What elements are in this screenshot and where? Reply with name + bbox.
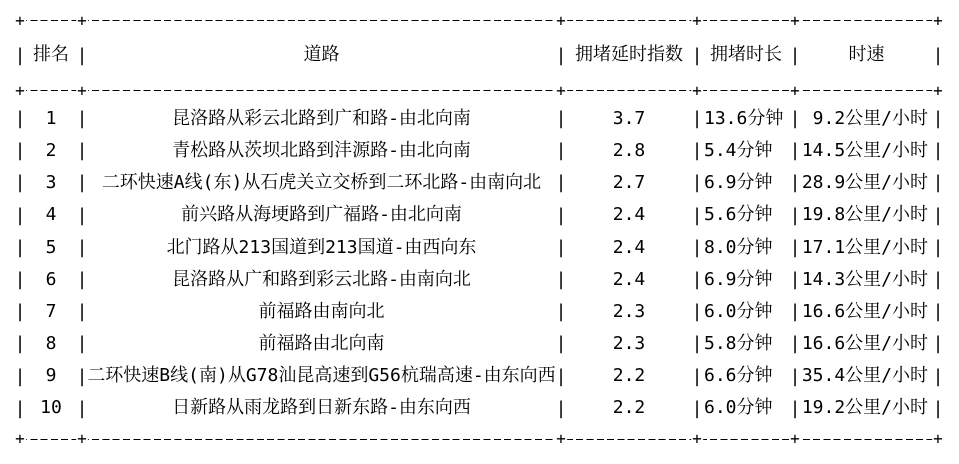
column-separator: | bbox=[789, 269, 801, 291]
header-road: 道路 bbox=[303, 44, 340, 66]
column-separator: | bbox=[555, 204, 567, 226]
delay-index-cell: 2.7 bbox=[612, 172, 646, 194]
duration-cell: 8.0分钟 bbox=[704, 236, 773, 258]
column-separator: | bbox=[76, 269, 88, 291]
column-separator: | bbox=[789, 44, 801, 66]
road-cell: 青松路从茨坝北路到沣源路-由北向南 bbox=[172, 139, 471, 161]
column-separator: | bbox=[76, 236, 88, 258]
header-speed: 时速 bbox=[848, 44, 885, 66]
rank-cell: 1 bbox=[45, 107, 57, 129]
speed-cell: 19.8公里/小时 bbox=[801, 204, 928, 226]
column-separator: | bbox=[691, 140, 703, 162]
column-separator: | bbox=[691, 397, 703, 419]
delay-index-cell: 2.2 bbox=[612, 397, 646, 419]
speed-cell: 35.4公里/小时 bbox=[801, 365, 928, 387]
column-separator: | bbox=[932, 333, 944, 355]
column-separator: | bbox=[76, 365, 88, 387]
border-intersection: + bbox=[933, 10, 943, 30]
road-cell: 昆洛路从广和路到彩云北路-由南向北 bbox=[172, 268, 471, 290]
column-separator: | bbox=[691, 44, 703, 66]
border-intersection: + bbox=[15, 10, 25, 30]
table-header-separator bbox=[15, 80, 943, 100]
delay-index-cell: 2.3 bbox=[612, 333, 646, 355]
header-delay-index: 拥堵延时指数 bbox=[575, 44, 683, 66]
table-row bbox=[14, 135, 944, 167]
speed-cell: 14.5公里/小时 bbox=[801, 139, 928, 161]
duration-cell: 6.9分钟 bbox=[704, 172, 773, 194]
column-separator: | bbox=[932, 44, 944, 66]
rank-cell: 2 bbox=[45, 139, 57, 161]
column-separator: | bbox=[789, 204, 801, 226]
rank-cell: 10 bbox=[40, 397, 62, 419]
column-separator: | bbox=[555, 333, 567, 355]
column-separator: | bbox=[932, 301, 944, 323]
delay-index-cell: 2.3 bbox=[612, 300, 646, 322]
rank-cell: 6 bbox=[45, 268, 57, 290]
column-separator: | bbox=[76, 108, 88, 130]
column-separator: | bbox=[76, 172, 88, 194]
speed-cell: 16.6公里/小时 bbox=[801, 300, 928, 322]
rank-cell: 4 bbox=[45, 204, 57, 226]
rank-cell: 7 bbox=[45, 300, 57, 322]
column-separator: | bbox=[76, 140, 88, 162]
duration-cell: 5.8分钟 bbox=[704, 333, 773, 355]
table-bottom-border bbox=[15, 429, 943, 449]
column-separator: | bbox=[14, 397, 26, 419]
column-separator: | bbox=[932, 365, 944, 387]
table-header-row bbox=[14, 21, 944, 90]
border-intersection: + bbox=[15, 429, 25, 449]
column-separator: | bbox=[932, 172, 944, 194]
column-separator: | bbox=[691, 301, 703, 323]
column-separator: | bbox=[555, 108, 567, 130]
road-cell: 二环快速A线(东)从石虎关立交桥到二环北路-由南向北 bbox=[101, 172, 542, 194]
column-separator: | bbox=[76, 44, 88, 66]
column-separator: | bbox=[691, 236, 703, 258]
column-separator: | bbox=[555, 172, 567, 194]
duration-cell: 6.9分钟 bbox=[704, 268, 773, 290]
column-separator: | bbox=[76, 333, 88, 355]
table-row bbox=[14, 393, 944, 425]
road-cell: 前福路由南向北 bbox=[258, 300, 385, 322]
column-separator: | bbox=[76, 301, 88, 323]
table-row bbox=[14, 200, 944, 232]
table-body bbox=[14, 91, 944, 439]
table-row bbox=[14, 103, 944, 135]
road-cell: 前兴路从海埂路到广福路-由北向南 bbox=[181, 204, 462, 226]
road-cell: 昆洛路从彩云北路到广和路-由北向南 bbox=[172, 107, 471, 129]
speed-cell: 28.9公里/小时 bbox=[801, 172, 928, 194]
column-separator: | bbox=[789, 397, 801, 419]
column-separator: | bbox=[14, 140, 26, 162]
border-intersection: + bbox=[790, 80, 800, 100]
table-row bbox=[14, 296, 944, 328]
column-separator: | bbox=[789, 333, 801, 355]
header-duration: 拥堵时长 bbox=[710, 44, 782, 66]
column-separator: | bbox=[76, 397, 88, 419]
table-row bbox=[14, 264, 944, 296]
delay-index-cell: 2.4 bbox=[612, 204, 646, 226]
road-cell: 前福路由北向南 bbox=[258, 333, 385, 355]
column-separator: | bbox=[789, 108, 801, 130]
road-cell: 二环快速B线(南)从G78汕昆高速到G56杭瑞高速-由东向西 bbox=[87, 365, 556, 387]
table-row bbox=[14, 361, 944, 393]
border-intersection: + bbox=[77, 80, 87, 100]
column-separator: | bbox=[14, 236, 26, 258]
column-separator: | bbox=[932, 236, 944, 258]
column-separator: | bbox=[789, 172, 801, 194]
column-separator: | bbox=[789, 365, 801, 387]
table-row bbox=[14, 232, 944, 264]
column-separator: | bbox=[691, 204, 703, 226]
border-intersection: + bbox=[692, 80, 702, 100]
delay-index-cell: 2.4 bbox=[612, 268, 646, 290]
column-separator: | bbox=[789, 236, 801, 258]
column-separator: | bbox=[691, 365, 703, 387]
delay-index-cell: 2.8 bbox=[612, 139, 646, 161]
column-separator: | bbox=[789, 301, 801, 323]
delay-index-cell: 2.2 bbox=[612, 365, 646, 387]
column-separator: | bbox=[76, 204, 88, 226]
duration-cell: 6.0分钟 bbox=[704, 397, 773, 419]
border-intersection: + bbox=[556, 10, 566, 30]
column-separator: | bbox=[555, 301, 567, 323]
speed-cell: 14.3公里/小时 bbox=[801, 268, 928, 290]
column-separator: | bbox=[14, 44, 26, 66]
duration-cell: 6.6分钟 bbox=[704, 365, 773, 387]
border-intersection: + bbox=[77, 10, 87, 30]
column-separator: | bbox=[789, 140, 801, 162]
road-cell: 北门路从213国道到213国道-由西向东 bbox=[166, 236, 477, 258]
column-separator: | bbox=[14, 172, 26, 194]
column-separator: | bbox=[932, 397, 944, 419]
column-separator: | bbox=[14, 204, 26, 226]
border-intersection: + bbox=[692, 10, 702, 30]
speed-cell: 16.6公里/小时 bbox=[801, 333, 928, 355]
column-separator: | bbox=[555, 44, 567, 66]
table-row bbox=[14, 328, 944, 360]
traffic-congestion-table bbox=[14, 10, 944, 449]
border-intersection: + bbox=[790, 429, 800, 449]
column-separator: | bbox=[555, 140, 567, 162]
border-intersection: + bbox=[790, 10, 800, 30]
column-separator: | bbox=[14, 269, 26, 291]
rank-cell: 8 bbox=[45, 333, 57, 355]
column-separator: | bbox=[932, 269, 944, 291]
speed-cell: 9.2公里/小时 bbox=[812, 107, 928, 129]
rank-cell: 5 bbox=[45, 236, 57, 258]
column-separator: | bbox=[691, 333, 703, 355]
border-intersection: + bbox=[556, 80, 566, 100]
delay-index-cell: 3.7 bbox=[612, 107, 646, 129]
delay-index-cell: 2.4 bbox=[612, 236, 646, 258]
road-cell: 日新路从雨龙路到日新东路-由东向西 bbox=[172, 397, 471, 419]
column-separator: | bbox=[555, 365, 567, 387]
speed-cell: 17.1公里/小时 bbox=[801, 236, 928, 258]
border-intersection: + bbox=[933, 80, 943, 100]
column-separator: | bbox=[555, 269, 567, 291]
column-separator: | bbox=[932, 204, 944, 226]
column-separator: | bbox=[932, 108, 944, 130]
header-rank: 排名 bbox=[33, 44, 69, 66]
duration-cell: 13.6分钟 bbox=[704, 107, 784, 129]
column-separator: | bbox=[691, 269, 703, 291]
border-intersection: + bbox=[933, 429, 943, 449]
column-separator: | bbox=[555, 236, 567, 258]
border-intersection: + bbox=[692, 429, 702, 449]
column-separator: | bbox=[14, 301, 26, 323]
column-separator: | bbox=[932, 140, 944, 162]
table-row bbox=[14, 167, 944, 199]
column-separator: | bbox=[14, 333, 26, 355]
border-intersection: + bbox=[77, 429, 87, 449]
column-separator: | bbox=[555, 397, 567, 419]
duration-cell: 5.6分钟 bbox=[704, 204, 773, 226]
border-intersection: + bbox=[556, 429, 566, 449]
rank-cell: 9 bbox=[45, 365, 57, 387]
border-intersection: + bbox=[15, 80, 25, 100]
column-separator: | bbox=[691, 108, 703, 130]
column-separator: | bbox=[691, 172, 703, 194]
column-separator: | bbox=[14, 365, 26, 387]
column-separator: | bbox=[14, 108, 26, 130]
duration-cell: 5.4分钟 bbox=[704, 139, 773, 161]
rank-cell: 3 bbox=[45, 172, 57, 194]
duration-cell: 6.0分钟 bbox=[704, 300, 773, 322]
speed-cell: 19.2公里/小时 bbox=[801, 397, 928, 419]
